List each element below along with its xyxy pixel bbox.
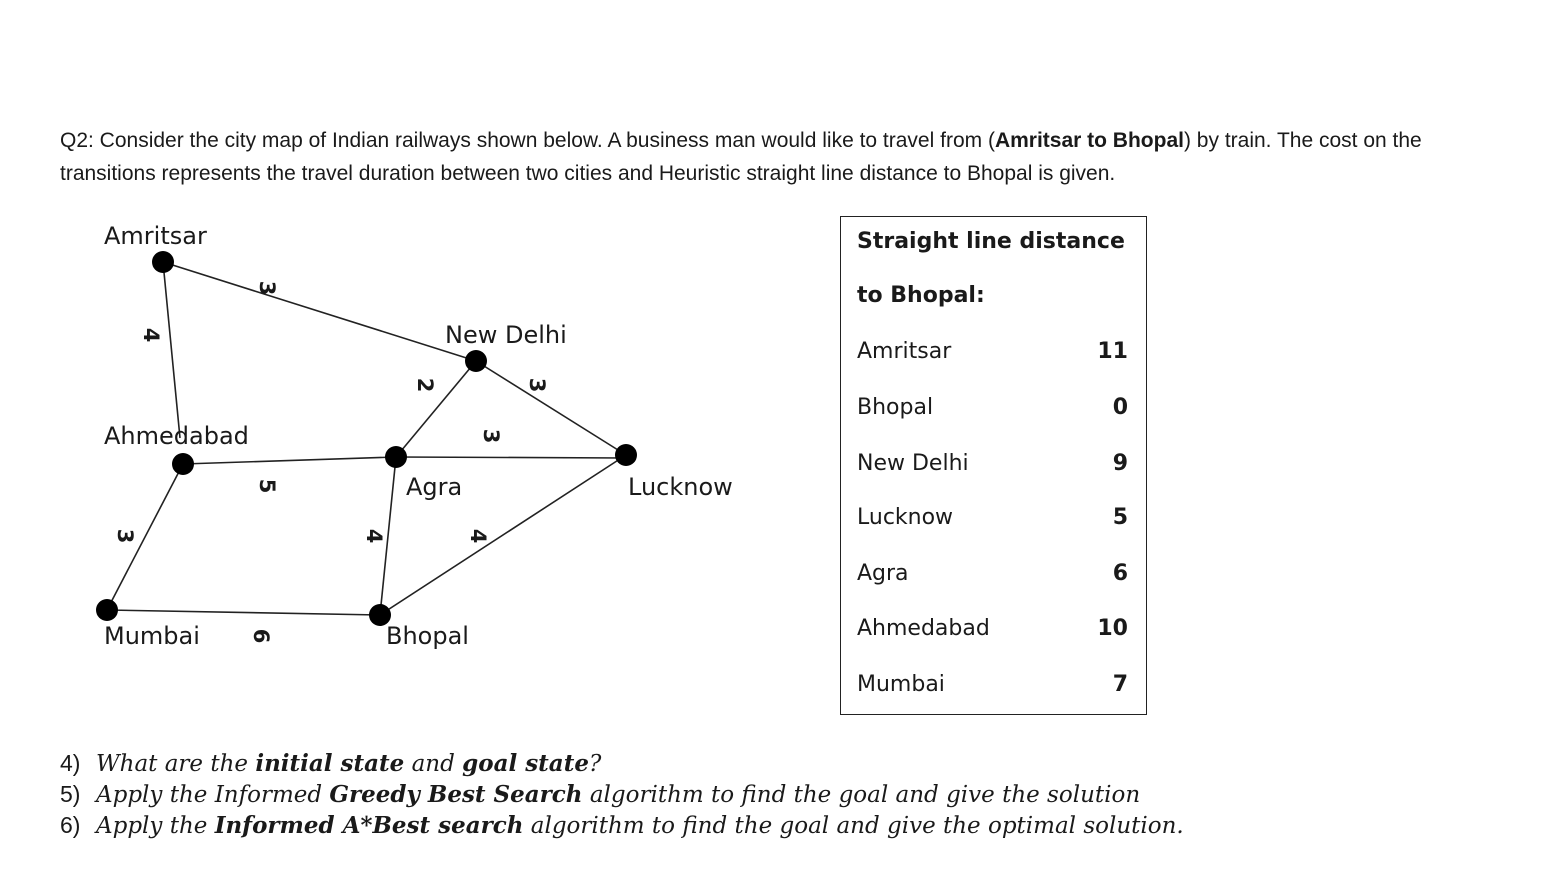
heuristic-table [840, 216, 1147, 715]
question-number: 6) [60, 812, 81, 838]
edge-amritsar-newdelhi [163, 262, 476, 361]
label-mumbai: Mumbai [104, 622, 200, 650]
weight-newdelhi-agra: 2 [413, 377, 437, 393]
edge-mumbai-bhopal [107, 610, 380, 615]
label-lucknow: Lucknow [628, 473, 733, 501]
heuristic-city: Bhopal [857, 395, 934, 420]
heuristic-row [857, 561, 1128, 591]
edge-newdelhi-agra [396, 361, 476, 457]
heuristic-value: 6 [1112, 561, 1128, 586]
heuristic-row [857, 616, 1128, 646]
heuristic-city: Agra [857, 561, 909, 586]
label-new-delhi: New Delhi [445, 321, 567, 349]
label-agra: Agra [406, 473, 463, 501]
heuristic-title-line1: Straight line distance [857, 229, 1125, 254]
heuristic-value: 7 [1112, 672, 1128, 697]
question-number: 5) [60, 781, 81, 807]
edge-agra-lucknow [396, 457, 626, 458]
heuristic-city: Lucknow [857, 505, 954, 530]
intro-text-2: ) by train. The cost on the transitions represents the travel duration between two cities and Heuristic straight line distance to Bhopal is given. [60, 129, 1422, 185]
heuristic-value: 5 [1112, 505, 1128, 530]
question-item [60, 779, 1260, 810]
heuristic-value: 0 [1112, 395, 1128, 420]
weight-amritsar-ahmedabad: 4 [139, 327, 163, 343]
heuristic-row [857, 395, 1128, 425]
question-item [60, 748, 1260, 779]
heuristic-city: Amritsar [857, 339, 952, 364]
node-mumbai [96, 599, 118, 621]
node-agra [385, 446, 407, 468]
heuristic-value: 11 [1097, 339, 1128, 364]
heuristic-row [857, 451, 1128, 481]
heuristic-city: New Delhi [857, 451, 969, 476]
heuristic-city: Mumbai [857, 672, 945, 697]
weight-agra-bhopal: 4 [362, 528, 386, 544]
node-amritsar [152, 251, 174, 273]
label-ahmedabad: Ahmedabad [104, 422, 249, 450]
heuristic-value: 10 [1097, 616, 1128, 641]
weight-lucknow-bhopal: 4 [466, 528, 490, 544]
heuristic-title-line2: to Bhopal: [857, 283, 985, 308]
weight-mumbai-bhopal: 6 [249, 628, 273, 644]
label-bhopal: Bhopal [386, 622, 469, 650]
question-text: Apply the Informed Greedy Best Search algorithm to find the goal and give the solution [96, 781, 1141, 808]
heuristic-value: 9 [1112, 451, 1128, 476]
heuristic-row [857, 505, 1128, 535]
weight-newdelhi-lucknow: 3 [525, 377, 549, 393]
label-amritsar: Amritsar [104, 222, 207, 250]
heuristic-city: Ahmedabad [857, 616, 990, 641]
weight-ahmedabad-mumbai: 3 [113, 528, 137, 544]
node-ahmedabad [172, 453, 194, 475]
railway-graph [0, 0, 800, 700]
node-lucknow [615, 444, 637, 466]
node-new-delhi [465, 350, 487, 372]
question-text: What are the initial state and goal state? [96, 750, 602, 777]
heuristic-row [857, 339, 1128, 369]
question-list [60, 748, 1260, 841]
edge-ahmedabad-agra [183, 457, 396, 464]
intro-route: Amritsar to Bhopal [994, 129, 1184, 152]
edge-amritsar-ahmedabad [163, 262, 180, 438]
intro-text-1: Q2: Consider the city map of Indian railways shown below. A business man would like to travel from ( [60, 129, 995, 152]
question-item [60, 810, 1260, 841]
heuristic-row [857, 672, 1128, 702]
weight-ahmedabad-agra: 5 [255, 478, 279, 494]
weight-amritsar-newdelhi: 3 [255, 280, 279, 296]
question-text: Apply the Informed A*Best search algorithm to find the goal and give the optimal solution. [96, 812, 1184, 839]
question-number: 4) [60, 750, 81, 776]
weight-agra-lucknow: 3 [479, 428, 503, 444]
